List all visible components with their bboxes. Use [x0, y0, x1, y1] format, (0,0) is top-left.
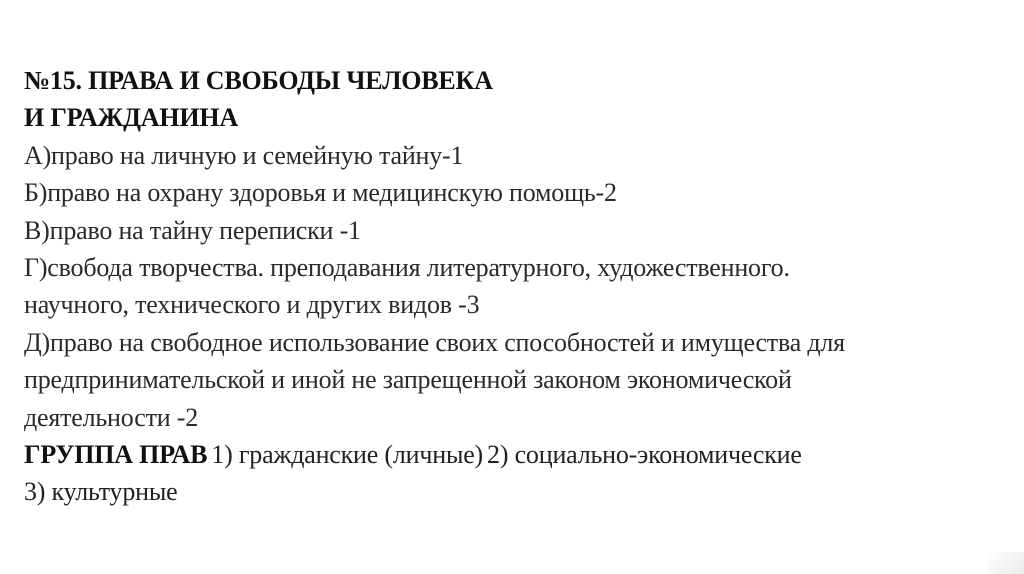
page-curl-decoration — [988, 552, 1024, 574]
right-item-d-line-2: предпринимательской и иной не запрещенной законом экономической — [24, 365, 792, 395]
rights-group-item: 1) гражданские (личные) — [211, 440, 484, 470]
right-item-d-line-3: деятельности -2 — [24, 402, 198, 432]
right-item-g-line-2: научного, технического и других видов -3 — [24, 290, 480, 320]
right-item-a: А)право на личную и семейную тайну-1 — [24, 140, 464, 170]
rights-groups-line — [24, 436, 1014, 473]
right-item-g-line-1: Г)свобода творчества. преподавания литературного, художественного. — [24, 253, 790, 283]
right-item-v: В)право на тайну переписки -1 — [24, 215, 361, 245]
rights-groups-line-2 — [24, 473, 1014, 510]
slide-title-line-1: №15. ПРАВА И СВОБОДЫ ЧЕЛОВЕКА — [24, 66, 493, 95]
rights-group-item: 2) социально-экономические — [487, 440, 802, 470]
slide-content — [24, 62, 1014, 511]
slide-title-line-2: И ГРАЖДАНИНА — [24, 103, 239, 133]
right-item-d-line-1: Д)право на свободное использование своих способностей и имущества для — [24, 327, 845, 357]
right-item-b: Б)право на охрану здоровья и медицинскую помощь-2 — [24, 178, 617, 208]
rights-group-item: 3) культурные — [24, 477, 178, 507]
rights-groups-heading: ГРУППА ПРАВ — [24, 440, 208, 470]
